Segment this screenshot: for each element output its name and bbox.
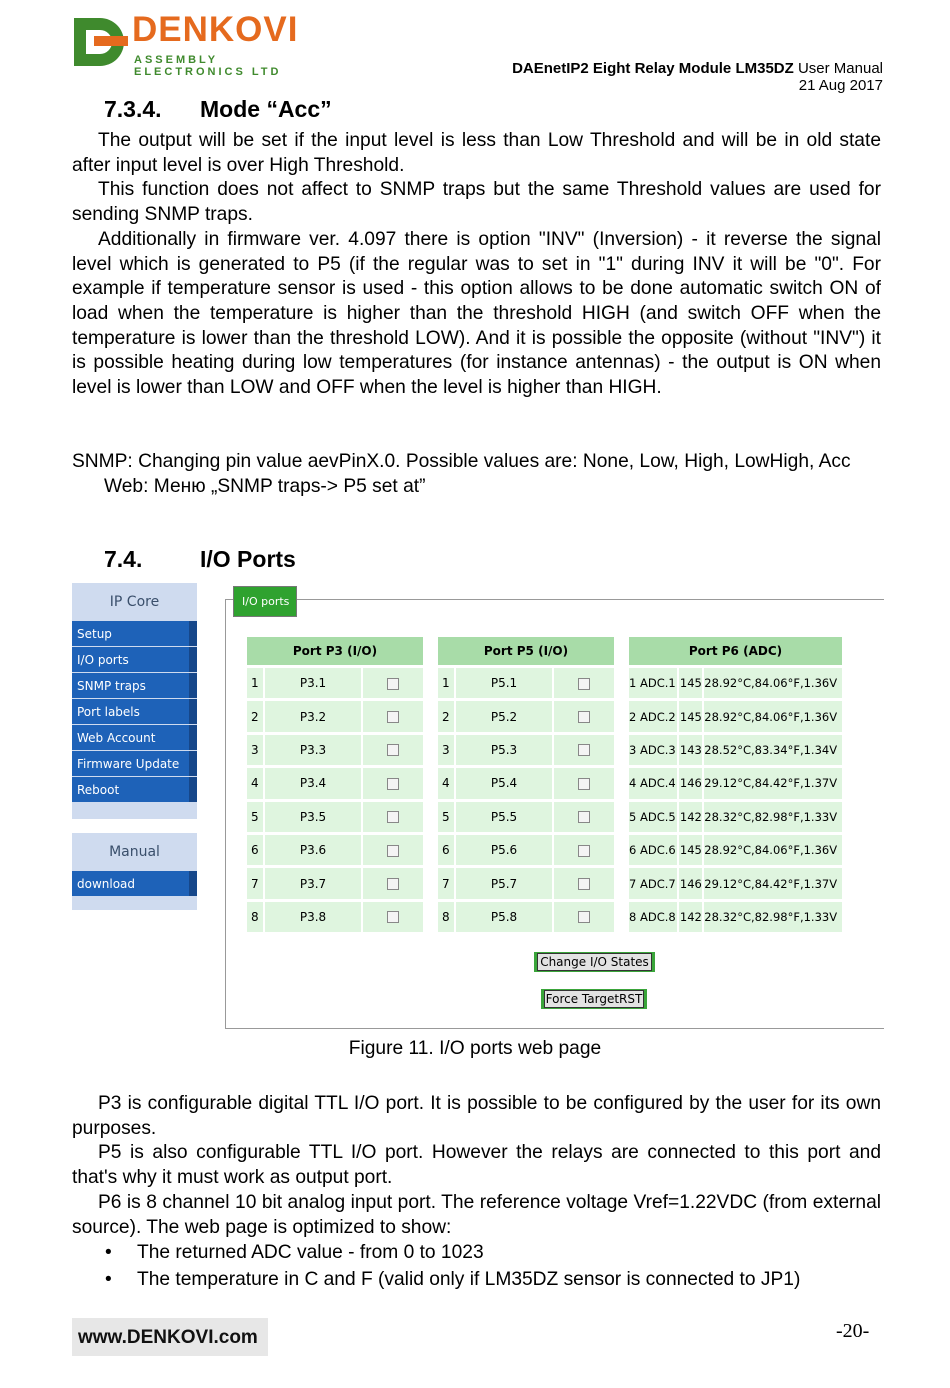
row-number: 3 (246, 733, 264, 766)
adc-label: ADC.6 (639, 843, 676, 858)
table-row (437, 699, 615, 732)
port-p3-table (246, 636, 424, 933)
adc-channel-cell: 8 ADC.8 (628, 900, 678, 933)
section-heading-7-3-4: 7.3.4. Mode “Acc” (104, 96, 332, 122)
pin-label: P3.4 (264, 766, 362, 799)
adc-value: 145 (678, 699, 703, 732)
pin-checkbox-cell (553, 800, 615, 833)
pin-checkbox-cell (362, 833, 424, 866)
table-row (246, 866, 424, 899)
pin-checkbox-cell (553, 900, 615, 933)
port-p3-header: Port P3 (I/O) (246, 636, 424, 666)
pin-checkbox-cell (362, 900, 424, 933)
table-row (437, 800, 615, 833)
pin-checkbox-cell (362, 666, 424, 699)
adc-channel-cell: 5 ADC.5 (628, 800, 678, 833)
pin-checkbox[interactable] (578, 845, 590, 857)
table-row (628, 900, 843, 933)
adc-label: ADC.1 (639, 676, 676, 691)
adc-channel-cell: 3 ADC.3 (628, 733, 678, 766)
section-7-3-4-body (72, 129, 881, 401)
force-rst-frame (541, 989, 647, 1009)
table-row (628, 733, 843, 766)
sidebar-item-firmware-update[interactable]: Firmware Update (72, 751, 189, 777)
pin-checkbox[interactable] (387, 778, 399, 790)
change-io-states-button[interactable]: Change I/O States (537, 953, 652, 971)
pin-label: P3.7 (264, 866, 362, 899)
pin-checkbox-cell (553, 699, 615, 732)
pin-checkbox-cell (553, 866, 615, 899)
table-row (437, 866, 615, 899)
pin-checkbox[interactable] (387, 811, 399, 823)
row-number: 3 (437, 733, 455, 766)
pin-checkbox-cell (362, 766, 424, 799)
paragraph: P6 is 8 channel 10 bit analog input port. The reference voltage Vref=1.22VDC (from external source). The web page is optimized to show: (72, 1191, 881, 1238)
pin-checkbox[interactable] (387, 878, 399, 890)
table-row (628, 766, 843, 799)
sidebar (72, 583, 197, 910)
pin-checkbox-cell (362, 699, 424, 732)
adc-temperature: 28.52°C,83.34°F,1.34V (703, 733, 843, 766)
list-item: • The temperature in C and F (valid only if LM35DZ sensor is connected to JP1) (105, 1267, 800, 1294)
denkovi-logo (72, 10, 334, 78)
paragraph: P5 is also configurable TTL I/O port. However the relays are connected to this port and that's why it must work as output port. (72, 1142, 881, 1189)
adc-value: 143 (678, 733, 703, 766)
adc-label: ADC.3 (639, 742, 676, 757)
table-row (628, 866, 843, 899)
sidebar-item-snmp-traps[interactable]: SNMP traps (72, 673, 189, 699)
feature-list (105, 1240, 800, 1293)
pin-label: P5.4 (455, 766, 553, 799)
footer-website: www.DENKOVI.com (72, 1318, 268, 1356)
change-states-frame (534, 952, 655, 972)
adc-label: ADC.2 (639, 709, 676, 724)
row-number: 6 (437, 833, 455, 866)
adc-temperature: 29.12°C,84.42°F,1.37V (703, 866, 843, 899)
adc-value: 146 (678, 866, 703, 899)
pin-checkbox[interactable] (578, 678, 590, 690)
adc-value: 142 (678, 900, 703, 933)
table-row (437, 733, 615, 766)
manual-menu (72, 833, 197, 910)
table-row (437, 666, 615, 699)
pin-checkbox[interactable] (578, 878, 590, 890)
manual-heading: Manual (109, 844, 160, 860)
adc-temperature: 29.12°C,84.42°F,1.37V (703, 766, 843, 799)
io-ports-description (72, 1092, 881, 1240)
paragraph: P3 is configurable digital TTL I/O port. It is possible to be configured by the user for its own purposes. (72, 1093, 881, 1139)
adc-channel-cell: 4 ADC.4 (628, 766, 678, 799)
pin-checkbox[interactable] (387, 845, 399, 857)
pin-label: P5.3 (455, 733, 553, 766)
row-number: 4 (246, 766, 264, 799)
pin-checkbox-cell (362, 800, 424, 833)
pin-label: P3.3 (264, 733, 362, 766)
snmp-note: SNMP: Changing pin value aevPinX.0. Possible values are: None, Low, High, LowHigh, Acc Web: Меню „SNMP traps-> P5 set at” (72, 451, 851, 497)
table-row (246, 666, 424, 699)
row-number: 8 (246, 900, 264, 933)
port-p6-table (628, 636, 843, 933)
port-p5-header: Port P5 (I/O) (437, 636, 615, 666)
adc-label: ADC.7 (639, 876, 676, 891)
table-row (246, 833, 424, 866)
pin-checkbox-cell (553, 833, 615, 866)
section-heading-7-4: 7.4. I/O Ports (104, 546, 296, 572)
pin-checkbox[interactable] (578, 744, 590, 756)
row-number: 5 (437, 800, 455, 833)
pin-label: P3.6 (264, 833, 362, 866)
row-number: 1 (246, 666, 264, 699)
document-date: 21 Aug 2017 (798, 77, 883, 94)
paragraph: The output will be set if the input level is less than Low Threshold and will be in old state after input level is over High Threshold. (72, 130, 881, 176)
adc-temperature: 28.92°C,84.06°F,1.36V (703, 666, 843, 699)
row-number: 4 (437, 766, 455, 799)
row-number: 2 (437, 699, 455, 732)
pin-checkbox[interactable] (578, 778, 590, 790)
sidebar-item-port-labels[interactable]: Port labels (72, 699, 189, 725)
adc-value: 145 (678, 833, 703, 866)
row-number: 2 (246, 699, 264, 732)
adc-channel-cell: 2 ADC.2 (628, 699, 678, 732)
pin-label: P3.8 (264, 900, 362, 933)
pin-label: P5.2 (455, 699, 553, 732)
table-row (246, 800, 424, 833)
sidebar-item-io-ports[interactable]: I/O ports (72, 647, 189, 673)
row-number: 1 (437, 666, 455, 699)
table-row (628, 800, 843, 833)
logo-mark-icon (72, 12, 132, 70)
adc-channel-cell: 7 ADC.7 (628, 866, 678, 899)
adc-temperature: 28.92°C,84.06°F,1.36V (703, 699, 843, 732)
pin-checkbox-cell (553, 666, 615, 699)
tab-io-ports[interactable]: I/O ports (233, 586, 297, 617)
adc-temperature: 28.92°C,84.06°F,1.36V (703, 833, 843, 866)
pin-checkbox[interactable] (387, 711, 399, 723)
pin-checkbox[interactable] (578, 811, 590, 823)
figure-caption: Figure 11. I/O ports web page (348, 1038, 602, 1059)
table-row (628, 699, 843, 732)
row-number: 6 (246, 833, 264, 866)
table-row (246, 766, 424, 799)
pin-checkbox[interactable] (387, 744, 399, 756)
table-row (437, 833, 615, 866)
paragraph: This function does not affect to SNMP traps but the same Threshold values are used for sending SNMP traps. (72, 179, 881, 226)
pin-label: P5.1 (455, 666, 553, 699)
sidebar-item-setup[interactable]: Setup (72, 621, 189, 647)
ip-core-heading: IP Core (109, 594, 160, 610)
table-row (246, 699, 424, 732)
logo-wordmark: DENKOVI (132, 10, 299, 49)
pin-label: P3.1 (264, 666, 362, 699)
row-number: 7 (246, 866, 264, 899)
row-number: 8 (437, 900, 455, 933)
pin-checkbox[interactable] (387, 678, 399, 690)
table-row (437, 766, 615, 799)
pin-label: P5.8 (455, 900, 553, 933)
pin-label: P3.5 (264, 800, 362, 833)
adc-label: ADC.4 (639, 776, 676, 791)
sidebar-item-download[interactable]: download (72, 871, 189, 897)
pin-label: P5.7 (455, 866, 553, 899)
table-row (628, 833, 843, 866)
adc-temperature: 28.32°C,82.98°F,1.33V (703, 800, 843, 833)
pin-checkbox-cell (362, 866, 424, 899)
pin-checkbox-cell (362, 733, 424, 766)
adc-value: 142 (678, 800, 703, 833)
row-number: 7 (437, 866, 455, 899)
adc-temperature: 28.32°C,82.98°F,1.33V (703, 900, 843, 933)
pin-checkbox-cell (553, 733, 615, 766)
pin-label: P5.6 (455, 833, 553, 866)
sidebar-item-web-account[interactable]: Web Account (72, 725, 189, 751)
table-row (628, 666, 843, 699)
port-p6-header: Port P6 (ADC) (628, 636, 843, 666)
sidebar-item-reboot[interactable]: Reboot (72, 777, 189, 803)
ip-core-menu (72, 583, 197, 819)
adc-label: ADC.5 (639, 809, 676, 824)
adc-value: 146 (678, 766, 703, 799)
paragraph: Additionally in firmware ver. 4.097 there is option "INV" (Inversion) - it reverse the signal level which is generated to P5 (if the regular was to set in "1" during INV it will be "0". For example if temperature sensor is used - this option allows to be done automatic switch ON of load when the temperature is higher than the threshold HIGH (and switch OFF when the temperature is lower than the threshold LOW). And it is possible the opposite (without "INV") it is possible heating during low temperatures (for instance antennas) - the output is ON when level is lower than LOW and OFF when the level is higher than HIGH. (72, 228, 881, 399)
pin-checkbox[interactable] (578, 911, 590, 923)
port-p5-table (437, 636, 615, 933)
adc-label: ADC.8 (639, 909, 676, 924)
row-number: 5 (246, 800, 264, 833)
table-row (437, 900, 615, 933)
logo-tagline: ASSEMBLY ELECTRONICS LTD (134, 54, 282, 78)
pin-checkbox[interactable] (578, 711, 590, 723)
pin-checkbox-cell (553, 766, 615, 799)
adc-channel-cell: 1 ADC.1 (628, 666, 678, 699)
pin-label: P3.2 (264, 699, 362, 732)
list-item: • The returned ADC value - from 0 to 1023 (105, 1240, 800, 1267)
pin-label: P5.5 (455, 800, 553, 833)
table-row (246, 900, 424, 933)
force-target-rst-button[interactable]: Force TargetRST (545, 992, 643, 1006)
table-row (246, 733, 424, 766)
document-header: DAEnetIP2 Eight Relay Module LM35DZ User Manual 21 Aug 2017 (512, 60, 883, 94)
page-number: -20- (836, 1320, 870, 1342)
adc-channel-cell: 6 ADC.6 (628, 833, 678, 866)
io-ports-screenshot (72, 583, 884, 1033)
pin-checkbox[interactable] (387, 911, 399, 923)
adc-value: 145 (678, 666, 703, 699)
